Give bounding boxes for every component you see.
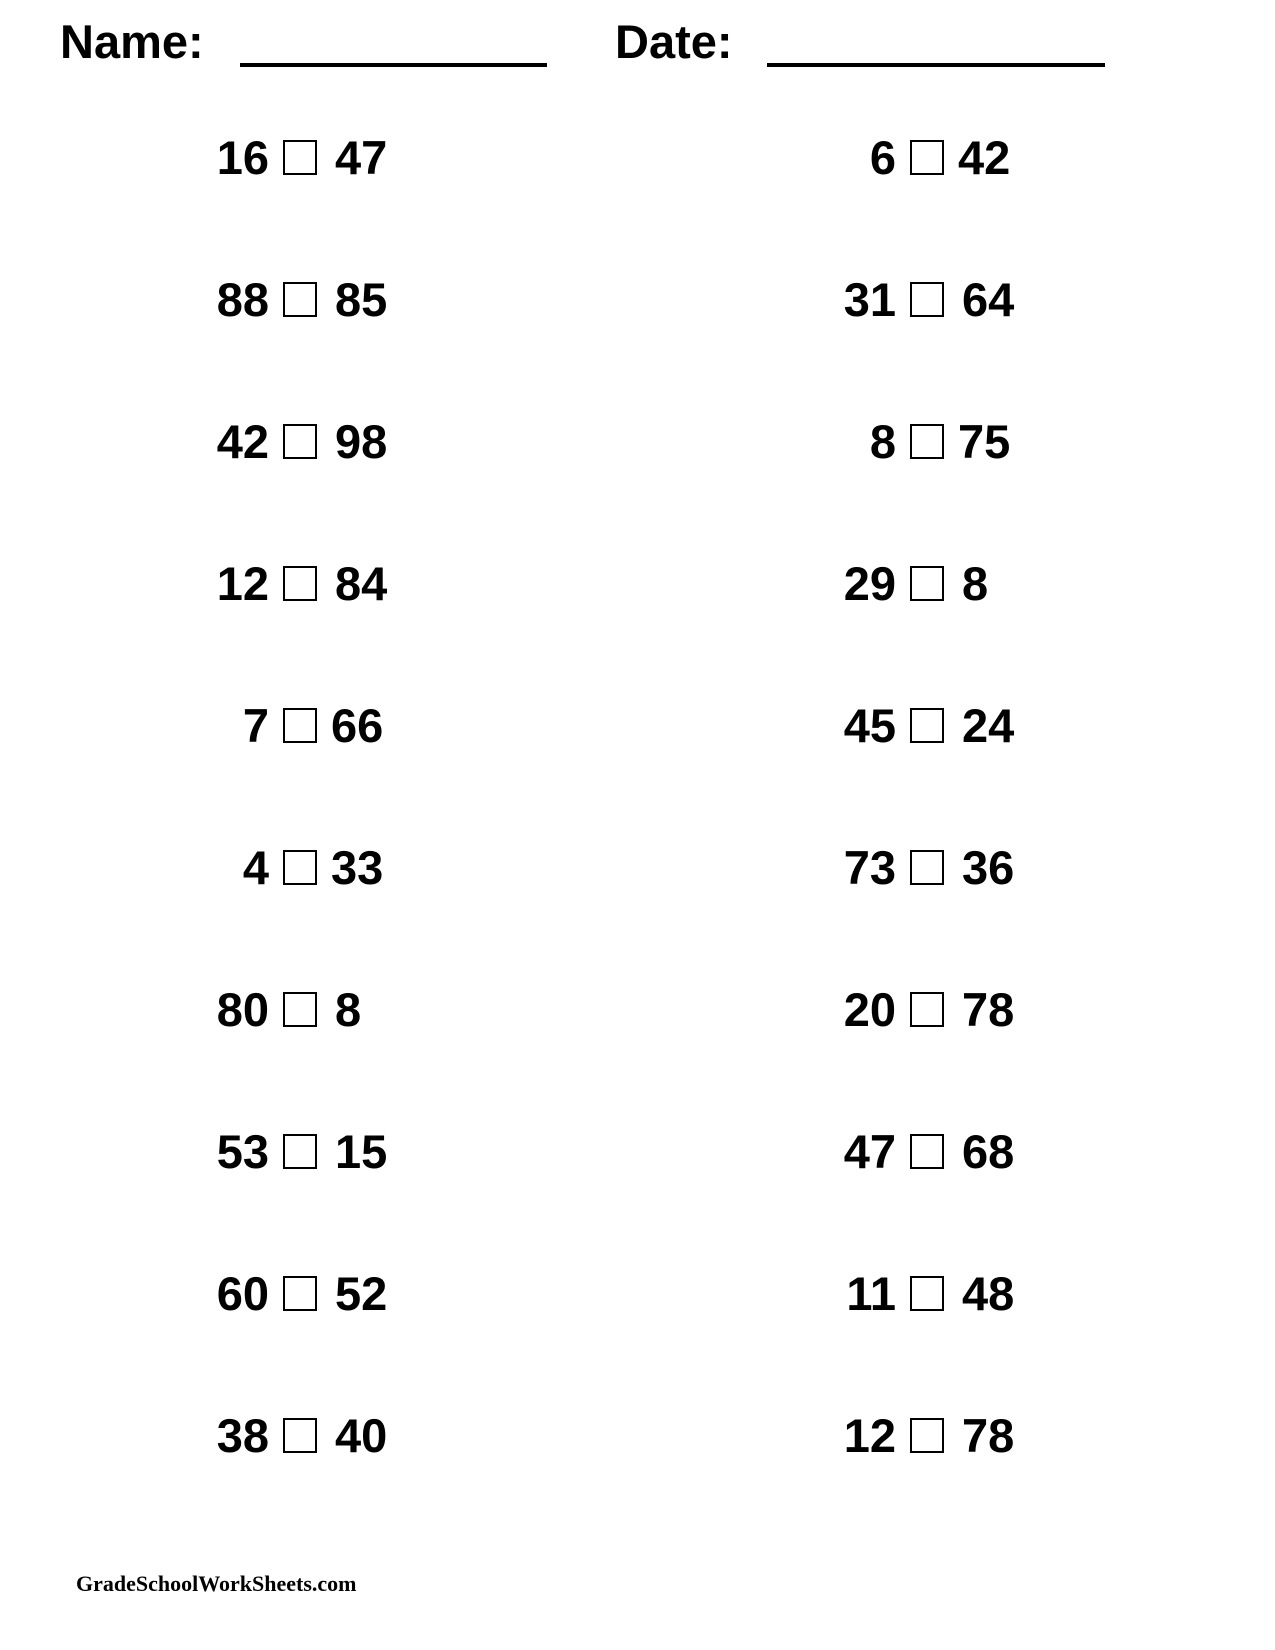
date-blank-line[interactable] (767, 63, 1105, 67)
date-label: Date: (615, 15, 733, 68)
right-number: 40 (335, 1409, 388, 1462)
left-number: 29 (843, 557, 896, 610)
comparison-problem (0, 696, 1275, 756)
right-number: 78 (962, 983, 1015, 1036)
right-number: 24 (962, 699, 1015, 752)
left-number: 7 (242, 699, 269, 752)
left-number: 20 (843, 983, 896, 1036)
comparison-problem (0, 128, 1275, 188)
left-number: 4 (242, 841, 269, 894)
right-number: 42 (958, 131, 1011, 184)
left-number: 38 (216, 1409, 269, 1462)
right-number: 8 (962, 557, 989, 610)
name-label: Name: (60, 15, 204, 68)
comparison-problem (0, 1264, 1275, 1324)
left-number: 8 (869, 415, 896, 468)
right-number: 85 (335, 273, 388, 326)
comparison-problem (0, 980, 1275, 1040)
comparison-problem (0, 838, 1275, 898)
right-number: 98 (335, 415, 388, 468)
left-number: 45 (843, 699, 896, 752)
comparison-problem (0, 270, 1275, 330)
left-number: 80 (216, 983, 269, 1036)
comparison-problem (0, 412, 1275, 472)
right-number: 84 (335, 557, 388, 610)
answer-box[interactable] (910, 1418, 944, 1453)
comparison-problem (0, 1406, 1275, 1466)
answer-box[interactable] (910, 1134, 944, 1169)
left-number: 11 (846, 1267, 896, 1320)
left-number: 53 (216, 1125, 269, 1178)
left-number: 6 (869, 131, 896, 184)
answer-box[interactable] (910, 424, 944, 459)
left-number: 42 (216, 415, 269, 468)
right-number: 36 (962, 841, 1015, 894)
footer-site-name: GradeSchoolWorkSheets.com (76, 1571, 357, 1596)
left-number: 47 (843, 1125, 896, 1178)
answer-box[interactable] (910, 282, 944, 317)
answer-box[interactable] (910, 566, 944, 601)
right-number: 66 (331, 699, 384, 752)
right-number: 78 (962, 1409, 1015, 1462)
answer-box[interactable] (910, 708, 944, 743)
right-number: 33 (331, 841, 384, 894)
left-number: 16 (216, 131, 269, 184)
left-number: 73 (843, 841, 896, 894)
right-number: 52 (335, 1267, 388, 1320)
left-number: 88 (216, 273, 269, 326)
answer-box[interactable] (910, 850, 944, 885)
left-number: 60 (216, 1267, 269, 1320)
left-number: 12 (216, 557, 269, 610)
right-number: 8 (335, 983, 362, 1036)
right-number: 68 (962, 1125, 1015, 1178)
left-number: 12 (843, 1409, 896, 1462)
name-blank-line[interactable] (240, 63, 547, 67)
answer-box[interactable] (910, 992, 944, 1027)
answer-box[interactable] (910, 1276, 944, 1311)
left-number: 31 (843, 273, 896, 326)
right-number: 48 (962, 1267, 1015, 1320)
right-number: 47 (335, 131, 388, 184)
comparison-problem (0, 1122, 1275, 1182)
comparison-problem (0, 554, 1275, 614)
answer-box[interactable] (910, 140, 944, 175)
right-number: 15 (335, 1125, 388, 1178)
right-number: 64 (962, 273, 1015, 326)
right-number: 75 (958, 415, 1011, 468)
